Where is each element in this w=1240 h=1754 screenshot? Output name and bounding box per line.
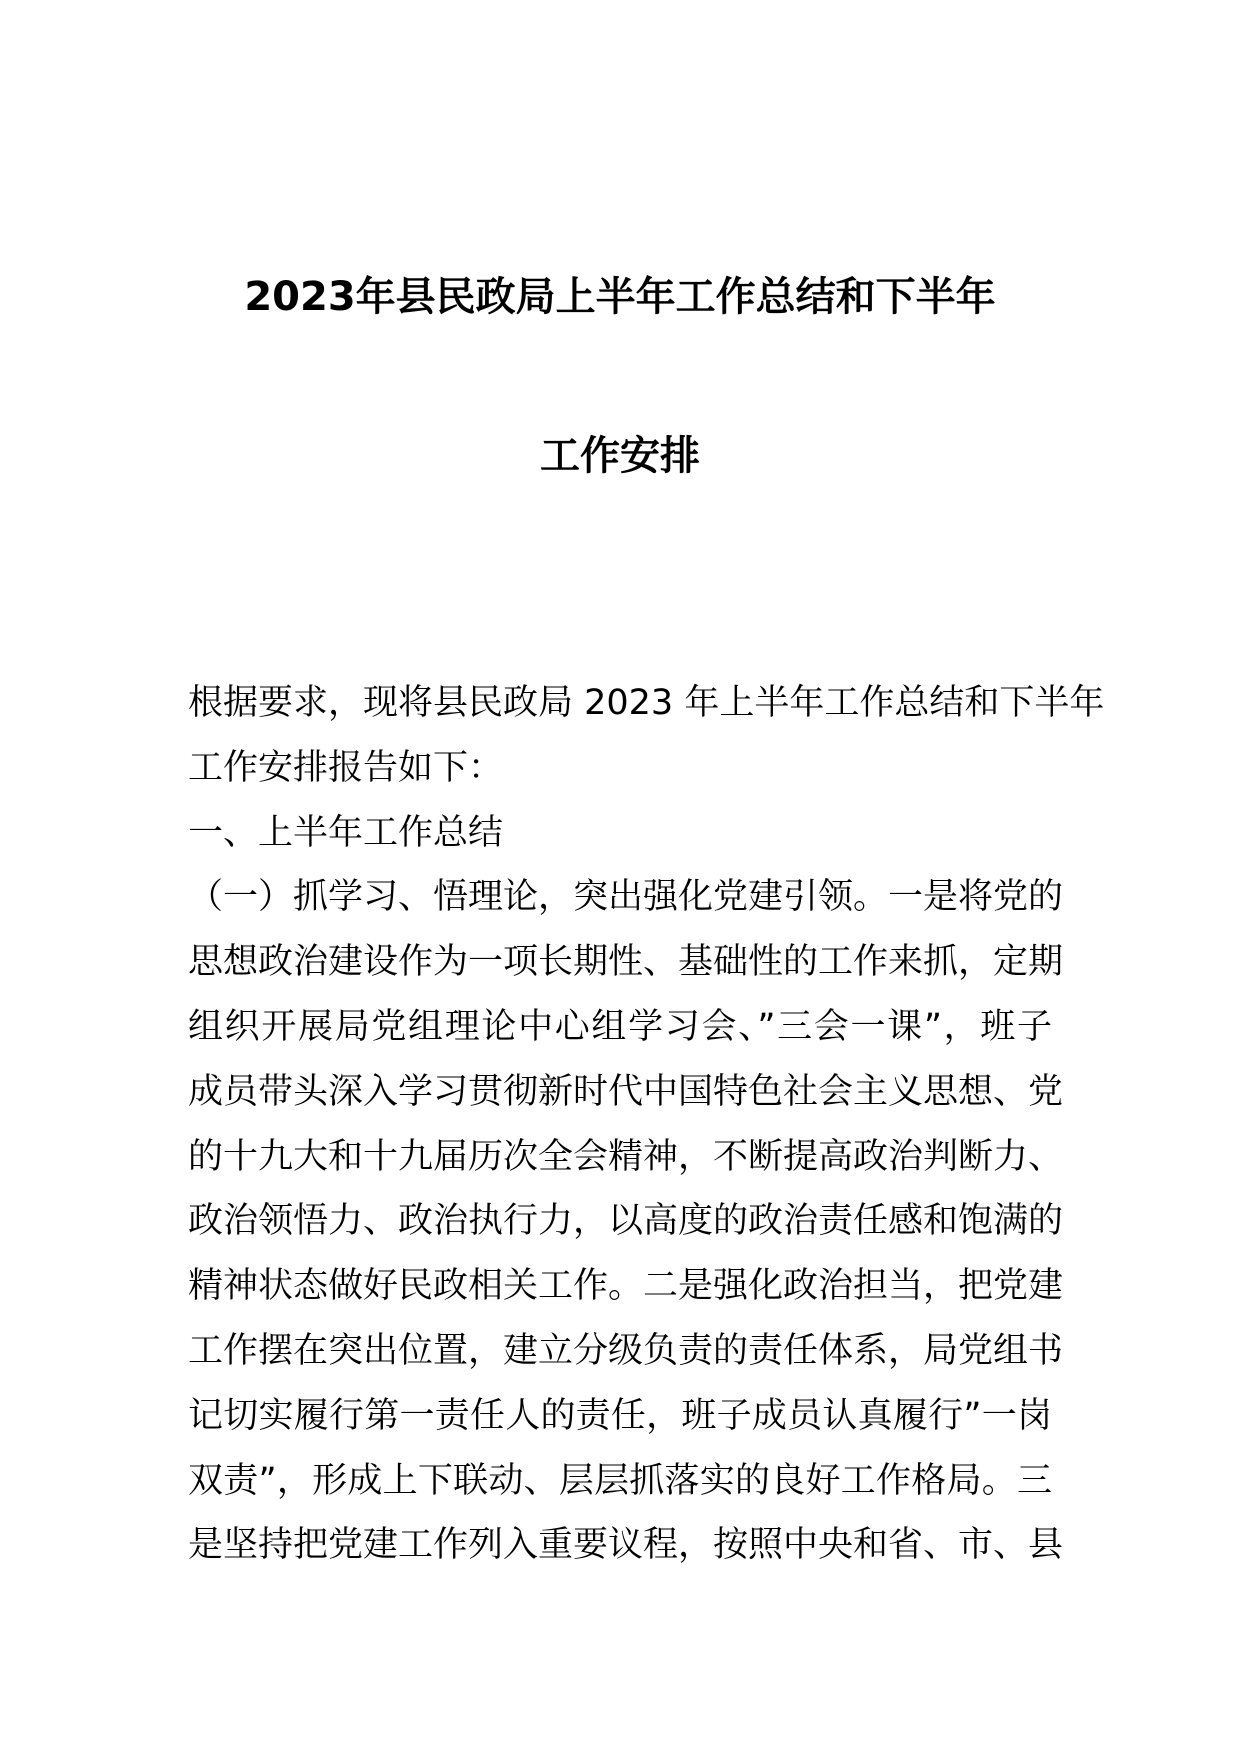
- body-line: 双责”，形成上下联动、层层抓落实的良好工作格局。三: [188, 1460, 1052, 1501]
- body-line: 组织开展局党组理论中心组学习会、”三会一课”，班子: [188, 1006, 1052, 1047]
- body-line: 精神状态做好民政相关工作。二是强化政治担当，把党建: [188, 1266, 1064, 1307]
- document-title-line-1: 2023年县民政局上半年工作总结和下半年: [244, 274, 996, 320]
- body-line: 根据要求，现将县民政局 2023 年上半年工作总结和下半年: [188, 683, 1105, 723]
- body-line: 成员带头深入学习贯彻新时代中国特色社会主义思想、党: [188, 1071, 1064, 1112]
- body-line: 政治领悟力、政治执行力，以高度的政治责任感和饱满的: [188, 1201, 1064, 1242]
- body-line: 工作安排报告如下：: [188, 747, 504, 788]
- document-body: [188, 676, 1105, 1583]
- section-heading: 一、上半年工作总结: [188, 812, 504, 853]
- body-line: （一）抓学习、悟理论，突出强化党建引领。一是将党的: [188, 877, 1064, 918]
- body-line: 工作摆在突出位置，建立分级负责的责任体系，局党组书: [188, 1330, 1064, 1371]
- body-line: 记切实履行第一责任人的责任，班子成员认真履行”一岗: [188, 1395, 1052, 1436]
- body-line: 思想政治建设作为一项长期性、基础性的工作来抓，定期: [188, 942, 1064, 983]
- document-title-line-2: 工作安排: [540, 433, 700, 479]
- body-line: 是坚持把党建工作列入重要议程，按照中央和省、市、县: [188, 1525, 1064, 1566]
- body-line: 的十九大和十九届历次全会精神，不断提高政治判断力、: [188, 1136, 1064, 1177]
